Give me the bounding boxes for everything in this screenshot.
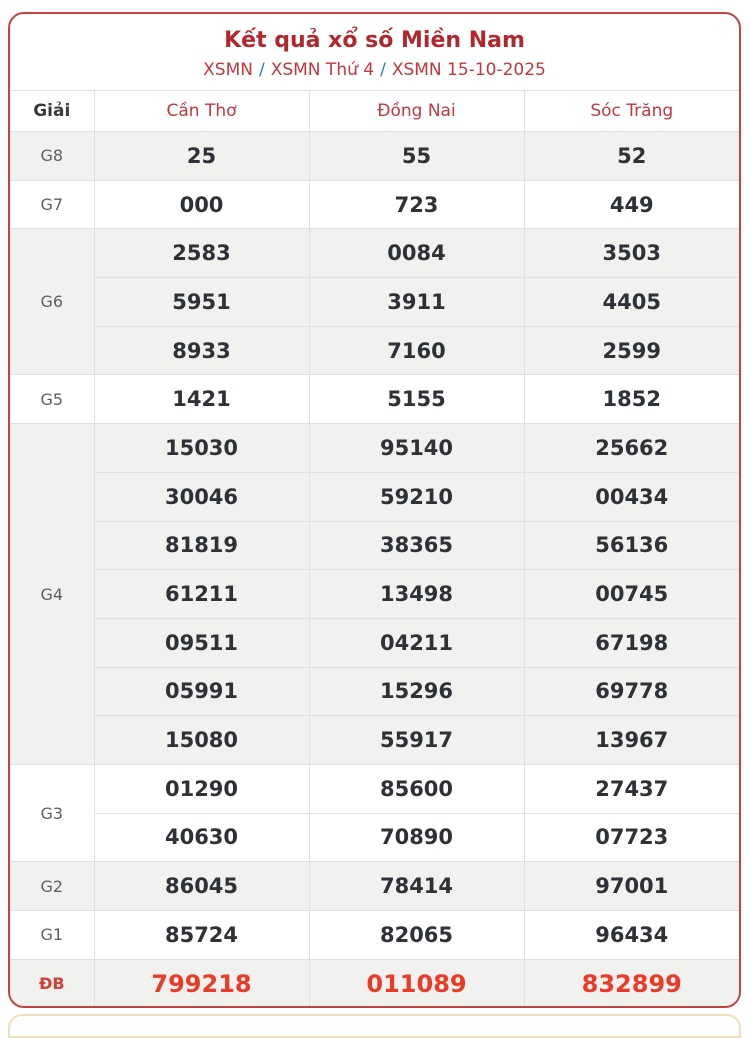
result-number: 13498 (309, 570, 524, 619)
result-number: 07723 (524, 813, 739, 862)
result-row (10, 716, 739, 765)
station-column-header: Cần Thơ (94, 91, 309, 132)
result-number: 15080 (94, 716, 309, 765)
result-number: 67198 (524, 618, 739, 667)
result-number: 2583 (94, 229, 309, 278)
result-number: 7160 (309, 326, 524, 375)
result-number: 449 (524, 180, 739, 229)
page-title: Kết quả xổ số Miền Nam (224, 28, 525, 53)
result-row (10, 911, 739, 960)
result-number: 38365 (309, 521, 524, 570)
breadcrumb (10, 58, 739, 82)
result-number: 723 (309, 180, 524, 229)
result-row (10, 570, 739, 619)
result-number: 85600 (309, 764, 524, 813)
result-number: 95140 (309, 424, 524, 473)
result-number: 011089 (309, 959, 524, 1008)
result-row (10, 278, 739, 327)
result-number: 69778 (524, 667, 739, 716)
result-number: 25 (94, 132, 309, 181)
station-column-header: Sóc Trăng (524, 91, 739, 132)
prize-label: G7 (10, 180, 94, 229)
result-number: 86045 (94, 862, 309, 911)
result-row (10, 472, 739, 521)
result-number: 15030 (94, 424, 309, 473)
result-number: 2599 (524, 326, 739, 375)
prize-label: G8 (10, 132, 94, 181)
result-number: 55 (309, 132, 524, 181)
result-row (10, 667, 739, 716)
result-number: 81819 (94, 521, 309, 570)
result-row (10, 326, 739, 375)
breadcrumb-link-weekday[interactable]: XSMN Thứ 4 (270, 60, 375, 80)
result-number: 01290 (94, 764, 309, 813)
result-number: 15296 (309, 667, 524, 716)
bottom-partial-card (8, 1014, 741, 1038)
result-number: 85724 (94, 911, 309, 960)
result-row (10, 229, 739, 278)
prize-label: G2 (10, 862, 94, 911)
result-number: 97001 (524, 862, 739, 911)
result-number: 25662 (524, 424, 739, 473)
table-header-row (10, 91, 739, 132)
result-number: 09511 (94, 618, 309, 667)
prize-label: G6 (10, 229, 94, 375)
breadcrumb-separator: / (380, 60, 386, 80)
result-number: 78414 (309, 862, 524, 911)
result-number: 0084 (309, 229, 524, 278)
result-number: 82065 (309, 911, 524, 960)
result-number: 00745 (524, 570, 739, 619)
result-number: 30046 (94, 472, 309, 521)
prize-label: G3 (10, 764, 94, 861)
breadcrumb-link-xsmn[interactable]: XSMN (203, 60, 253, 80)
station-column-header: Đồng Nai (309, 91, 524, 132)
prize-label: G4 (10, 424, 94, 765)
result-number: 00434 (524, 472, 739, 521)
result-row (10, 862, 739, 911)
result-number: 70890 (309, 813, 524, 862)
result-number: 3911 (309, 278, 524, 327)
result-number: 3503 (524, 229, 739, 278)
result-number: 56136 (524, 521, 739, 570)
result-row (10, 959, 739, 1008)
result-number: 832899 (524, 959, 739, 1008)
result-number: 52 (524, 132, 739, 181)
result-row (10, 375, 739, 424)
breadcrumb-separator: / (258, 60, 265, 80)
result-number: 1421 (94, 375, 309, 424)
result-row (10, 180, 739, 229)
result-row (10, 521, 739, 570)
prize-label: G1 (10, 911, 94, 960)
result-row (10, 618, 739, 667)
result-number: 96434 (524, 911, 739, 960)
result-number: 59210 (309, 472, 524, 521)
prize-label: G5 (10, 375, 94, 424)
result-number: 27437 (524, 764, 739, 813)
results-table (10, 90, 739, 1008)
result-number: 05991 (94, 667, 309, 716)
result-row (10, 813, 739, 862)
result-number: 8933 (94, 326, 309, 375)
result-row (10, 132, 739, 181)
result-row (10, 764, 739, 813)
result-number: 61211 (94, 570, 309, 619)
result-number: 1852 (524, 375, 739, 424)
result-number: 13967 (524, 716, 739, 765)
result-number: 04211 (309, 618, 524, 667)
result-row (10, 424, 739, 473)
prize-label: ĐB (10, 959, 94, 1008)
result-number: 000 (94, 180, 309, 229)
result-number: 799218 (94, 959, 309, 1008)
result-number: 40630 (94, 813, 309, 862)
results-card (8, 12, 741, 1008)
result-number: 5951 (94, 278, 309, 327)
prize-column-header: Giải (10, 91, 94, 132)
result-number: 55917 (309, 716, 524, 765)
card-header (10, 14, 739, 90)
breadcrumb-link-date[interactable]: XSMN 15-10-2025 (391, 60, 546, 80)
result-number: 5155 (309, 375, 524, 424)
result-number: 4405 (524, 278, 739, 327)
